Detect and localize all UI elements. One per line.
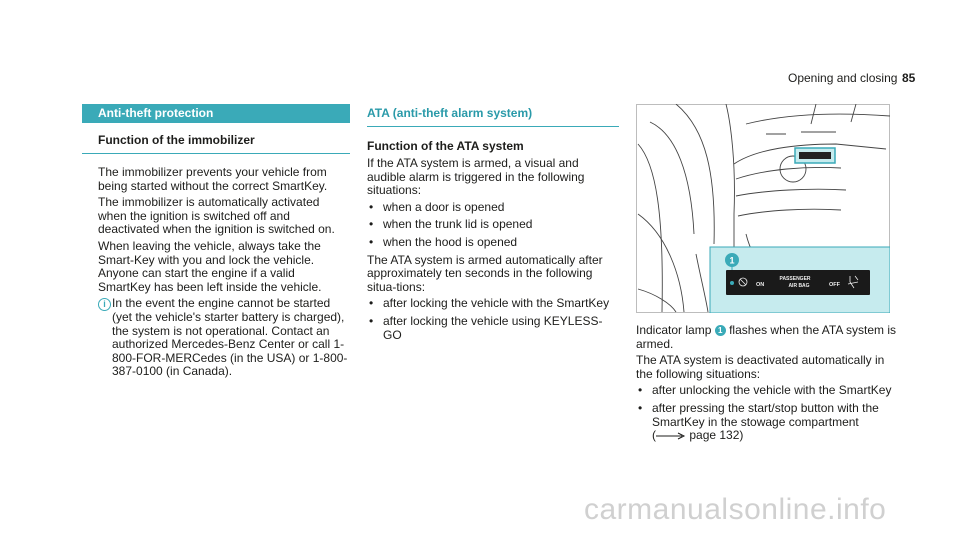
info-icon: i xyxy=(98,298,111,311)
dashboard-figure xyxy=(636,104,890,313)
subheading-row xyxy=(82,131,350,154)
paragraph: If the ATA system is armed, a visual and audible alarm is triggered in the following situations: xyxy=(367,156,585,198)
paragraph: The ATA system is deactivated automatically in the following situations: xyxy=(636,353,885,381)
paragraph: When leaving the vehicle, always take the Smart-Key with you and lock the vehicle. Anyone can start the engine if a valid SmartKey has been left inside the vehicle. xyxy=(98,238,322,294)
paragraph: The immobilizer is automatically activated when the ignition is switched off and deactivated when the ignition is switched on. xyxy=(98,195,335,237)
indicator-text: Indicator lamp xyxy=(636,323,712,337)
list-item: • after unlocking the vehicle with the SmartKey xyxy=(636,384,898,398)
page-reference-text: page 132) xyxy=(689,428,744,443)
subheading-ata-function: Function of the ATA system xyxy=(367,139,524,153)
indicator-paragraph xyxy=(636,324,898,351)
callout-number: 1 xyxy=(729,255,735,266)
section-heading-anti-theft: Anti-theft protection xyxy=(82,104,350,123)
arrow-right-icon xyxy=(656,432,686,440)
paragraph: The immobilizer prevents your vehicle from being started without the correct SmartKey. xyxy=(98,165,328,193)
section-heading-ata: ATA (anti-theft alarm system) xyxy=(367,106,533,120)
list-item-text: after pressing the start/stop button with the SmartKey in the stowage compartment xyxy=(652,400,879,429)
list-item: • when a door is opened xyxy=(367,201,619,215)
panel-off-label: OFF xyxy=(829,282,840,288)
panel-passenger-label: PASSENGER xyxy=(779,276,811,282)
deactivation-list xyxy=(636,384,898,442)
note-text: In the event the engine cannot be started (yet the vehicle's starter battery is charged), the system is not operational. Contact an authorized Mercedes-Benz Center or call 1-800-FOR-MERCedes (in the USA) or 1-800-387-0100 (in Canada). xyxy=(112,296,348,379)
ata-body xyxy=(367,139,619,342)
immobilizer-body xyxy=(82,166,350,379)
subheading-immobilizer: Function of the immobilizer xyxy=(98,133,255,147)
info-note xyxy=(98,297,350,379)
list-item: • when the trunk lid is opened xyxy=(367,218,619,232)
column-ata xyxy=(367,104,619,346)
indicator-text: flashes when the ATA system is armed. xyxy=(636,323,897,351)
alarm-trigger-list xyxy=(367,201,619,250)
list-item: • after locking the vehicle using KEYLESS-GO xyxy=(367,315,619,342)
panel-airbag-label: AIR BAG xyxy=(788,283,810,289)
arming-list xyxy=(367,297,619,342)
list-item xyxy=(636,402,898,443)
section-heading-row xyxy=(367,104,619,127)
running-header xyxy=(788,71,897,85)
column-ata-continued xyxy=(636,324,898,447)
dashboard-illustration xyxy=(636,104,890,313)
panel-on-label: ON xyxy=(756,282,765,288)
list-item: • after locking the vehicle with the SmartKey xyxy=(367,297,619,311)
list-item: • when the hood is opened xyxy=(367,236,619,250)
indicator-lamp xyxy=(730,281,734,285)
callout-ref-badge: 1 xyxy=(715,325,726,336)
paragraph: The ATA system is armed automatically after approximately ten seconds in the following situa-tions: xyxy=(367,252,603,294)
page-reference[interactable]: ( page 132) xyxy=(652,428,744,443)
section-title: Opening and closing xyxy=(788,71,898,85)
page-number: 85 xyxy=(902,71,916,85)
column-immobilizer xyxy=(82,104,350,379)
watermark: carmanualsonline.info xyxy=(584,493,887,526)
